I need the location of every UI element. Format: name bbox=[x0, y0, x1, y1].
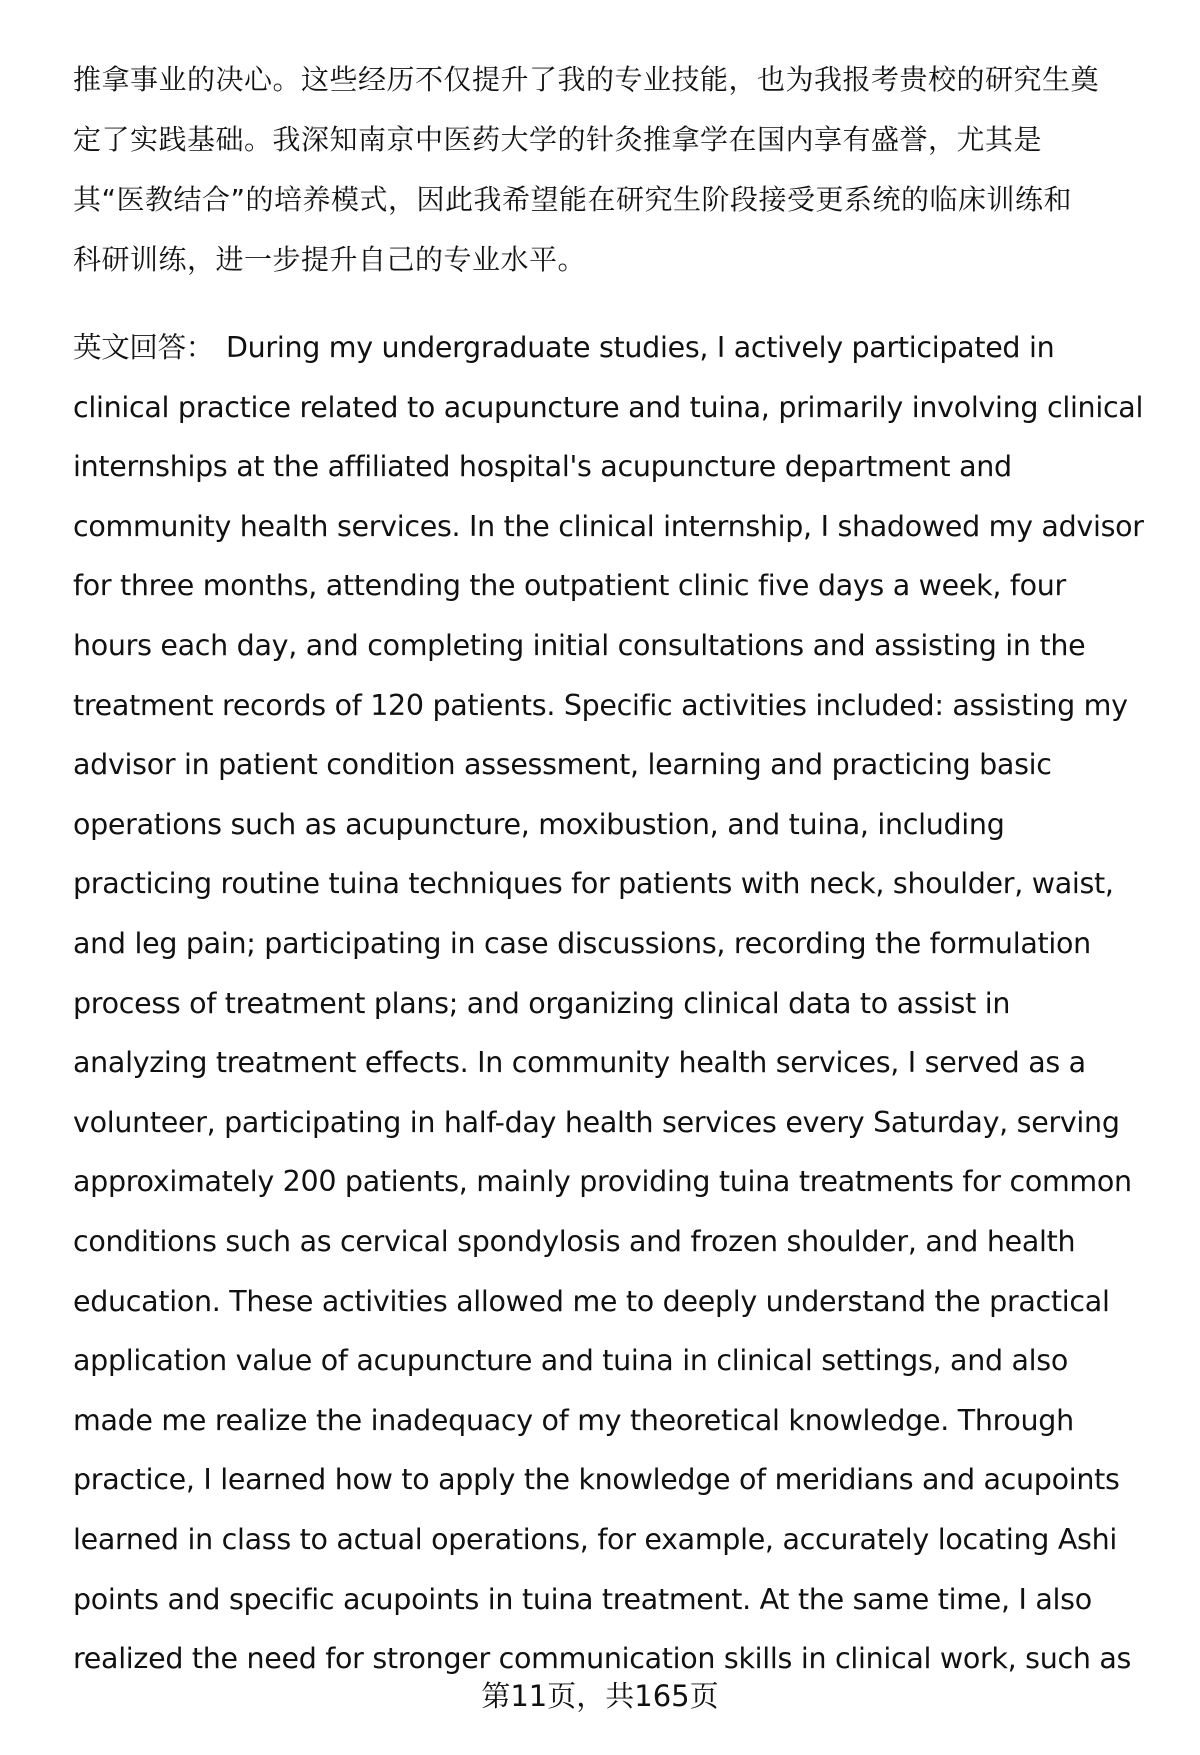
english-paragraph-line: made me realize the inadequacy of my theoretical knowledge. Through bbox=[73, 1403, 1074, 1437]
english-paragraph-line: analyzing treatment effects. In community health services, I served as a bbox=[73, 1046, 1086, 1080]
chinese-paragraph-line: 科研训练，进一步提升自己的专业水平。 bbox=[73, 243, 587, 276]
chinese-paragraph-line: 其“医教结合”的培养模式，因此我希望能在研究生阶段接受更系统的临床训练和 bbox=[73, 183, 1073, 216]
english-paragraph-line: process of treatment plans; and organizing clinical data to assist in bbox=[73, 986, 1011, 1020]
english-paragraph-line bbox=[73, 328, 1054, 368]
english-paragraph-line: for three months, attending the outpatient clinic five days a week, four bbox=[73, 569, 1066, 603]
english-paragraph-line: treatment records of 120 patients. Specific activities included: assisting my bbox=[73, 688, 1128, 722]
page-number-footer: 第11页，共165页 bbox=[481, 1679, 719, 1713]
english-paragraph-line: realized the need for stronger communication skills in clinical work, such as bbox=[73, 1642, 1132, 1676]
chinese-paragraph-line: 推拿事业的决心。这些经历不仅提升了我的专业技能，也为我报考贵校的研究生奠 bbox=[73, 63, 1100, 96]
chinese-paragraph-line: 定了实践基础。我深知南京中医药大学的针灸推拿学在国内享有盛誉，尤其是 bbox=[73, 123, 1043, 156]
english-paragraph-line: community health services. In the clinical internship, I shadowed my advisor bbox=[73, 509, 1144, 543]
english-paragraph-line: and leg pain; participating in case discussions, recording the formulation bbox=[73, 927, 1091, 960]
english-paragraph-line: operations such as acupuncture, moxibustion, and tuina, including bbox=[73, 807, 1005, 841]
english-paragraph-line: practice, I learned how to apply the knowledge of meridians and acupoints bbox=[73, 1463, 1120, 1497]
english-paragraph-line: application value of acupuncture and tuina in clinical settings, and also bbox=[73, 1344, 1068, 1378]
english-paragraph-line: learned in class to actual operations, for example, accurately locating Ashi bbox=[73, 1523, 1117, 1556]
english-paragraph-line: hours each day, and completing initial consultations and assisting in the bbox=[73, 629, 1086, 662]
english-paragraph-line: conditions such as cervical spondylosis and frozen shoulder, and health bbox=[73, 1225, 1076, 1258]
english-paragraph-line: internships at the affiliated hospital's acupuncture department and bbox=[73, 450, 1012, 484]
english-paragraph-line: practicing routine tuina techniques for patients with neck, shoulder, waist, bbox=[73, 867, 1114, 901]
english-paragraph-line: advisor in patient condition assessment, learning and practicing basic bbox=[73, 748, 1052, 782]
english-paragraph-line: volunteer, participating in half-day health services every Saturday, serving bbox=[73, 1105, 1120, 1139]
english-paragraph-line: education. These activities allowed me to deeply understand the practical bbox=[73, 1284, 1110, 1318]
english-paragraph-line: points and specific acupoints in tuina treatment. At the same time, I also bbox=[73, 1582, 1092, 1616]
english-answer-label: 英文回答： bbox=[73, 331, 215, 364]
english-paragraph-line: clinical practice related to acupuncture and tuina, primarily involving clinical bbox=[73, 390, 1144, 424]
english-paragraph-text: During my undergraduate studies, I actively participated in bbox=[226, 331, 1055, 364]
english-paragraph-line: approximately 200 patients, mainly providing tuina treatments for common bbox=[73, 1165, 1132, 1199]
